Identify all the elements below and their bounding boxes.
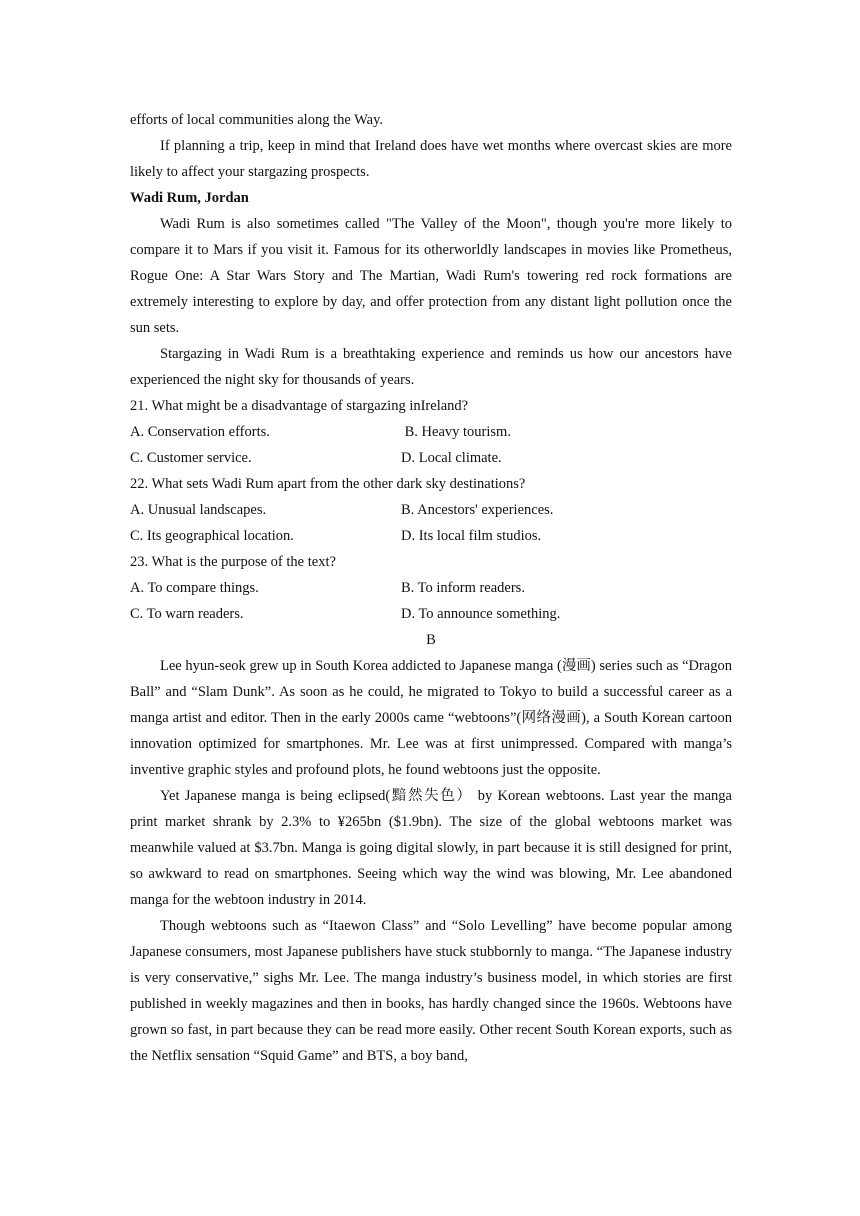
question-21-option-c: C. Customer service.	[130, 450, 252, 466]
question-21-options-row-1	[130, 419, 732, 445]
section-heading-wadi-rum: Wadi Rum, Jordan	[130, 190, 249, 206]
question-22-option-c: C. Its geographical location.	[130, 528, 294, 544]
paragraph-wadi-rum-stargazing: Stargazing in Wadi Rum is a breathtaking experience and reminds us how our ancestors have experienced the night sky for thousands of years.	[130, 346, 732, 388]
paragraph-b-lee-background: Lee hyun-seok grew up in South Korea addicted to Japanese manga (漫画) series such as “Dragon Ball” and “Slam Dunk”. As soon as he could, he migrated to Tokyo to build a successful career as a manga artist and editor. Then in the early 2000s came “webtoons”(网络漫画), a South Korean cartoon innovation optimized for smartphones. Mr. Lee was at first unimpressed. Compared with manga’s inventive graphic styles and profound plots, he found webtoons just the opposite.	[130, 658, 732, 778]
question-23-option-c: C. To warn readers.	[130, 606, 244, 622]
question-22-options-row-1	[130, 497, 732, 523]
paragraph-ireland-weather: If planning a trip, keep in mind that Ireland does have wet months where overcast skies are more likely to affect your stargazing prospects.	[130, 138, 732, 180]
question-23-options-row-2	[130, 601, 732, 627]
paragraph-wadi-rum-landscape: Wadi Rum is also sometimes called "The Valley of the Moon", though you're more likely to compare it to Mars if you visit it. Famous for its otherworldly landscapes in movies like Prometheus, Rogue One: A Star Wars Story and The Martian, Wadi Rum's towering red rock formations are extremely interesting to explore by day, and offer protection from any distant light pollution once the sun sets.	[130, 216, 732, 336]
question-21-options-row-2	[130, 445, 732, 471]
question-23-option-a: A. To compare things.	[130, 580, 259, 596]
question-21-option-a: A. Conservation efforts.	[130, 424, 270, 440]
passage-b-label: B	[426, 632, 436, 648]
document-page	[130, 107, 732, 1069]
question-21-stem: 21. What might be a disadvantage of stargazing inIreland?	[130, 398, 469, 414]
question-22-option-b: B. Ancestors' experiences.	[401, 502, 554, 518]
question-21-option-d: D. Local climate.	[401, 450, 502, 466]
question-21-option-b: B. Heavy tourism.	[401, 424, 511, 440]
question-22-stem: 22. What sets Wadi Rum apart from the other dark sky destinations?	[130, 476, 526, 492]
question-23-stem: 23. What is the purpose of the text?	[130, 554, 336, 570]
question-23-option-d: D. To announce something.	[401, 606, 561, 622]
passage-a-continuation-line: efforts of local communities along the Way.	[130, 112, 384, 128]
paragraph-b-manga-eclipsed: Yet Japanese manga is being eclipsed(黯然失色） by Korean webtoons. Last year the manga print market shrank by 2.3% to ¥265bn ($1.9bn). The size of the global webtoons market was meanwhile valued at $3.7bn. Manga is going digital slowly, in part because it is still designed for print, so awkward to read on smartphones. Seeing which way the wind was blowing, Mr. Lee abandoned manga for the webtoon industry in 2014.	[130, 788, 732, 908]
paragraph-b-japanese-industry: Though webtoons such as “Itaewon Class” and “Solo Levelling” have become popular among Japanese consumers, most Japanese publishers have stuck stubbornly to manga. “The Japanese industry is very conservative,” sighs Mr. Lee. The manga industry’s business model, in which stories are first published in weekly magazines and then in books, has hardly changed since the 1960s. Webtoons have grown so fast, in part because they can be read more easily. Other recent South Korean exports, such as the Netflix sensation “Squid Game” and BTS, a boy band,	[130, 918, 732, 1064]
question-22-option-d: D. Its local film studios.	[401, 528, 542, 544]
question-22-options-row-2	[130, 523, 732, 549]
question-23-options-row-1	[130, 575, 732, 601]
question-22-option-a: A. Unusual landscapes.	[130, 502, 267, 518]
question-23-option-b: B. To inform readers.	[401, 580, 525, 596]
